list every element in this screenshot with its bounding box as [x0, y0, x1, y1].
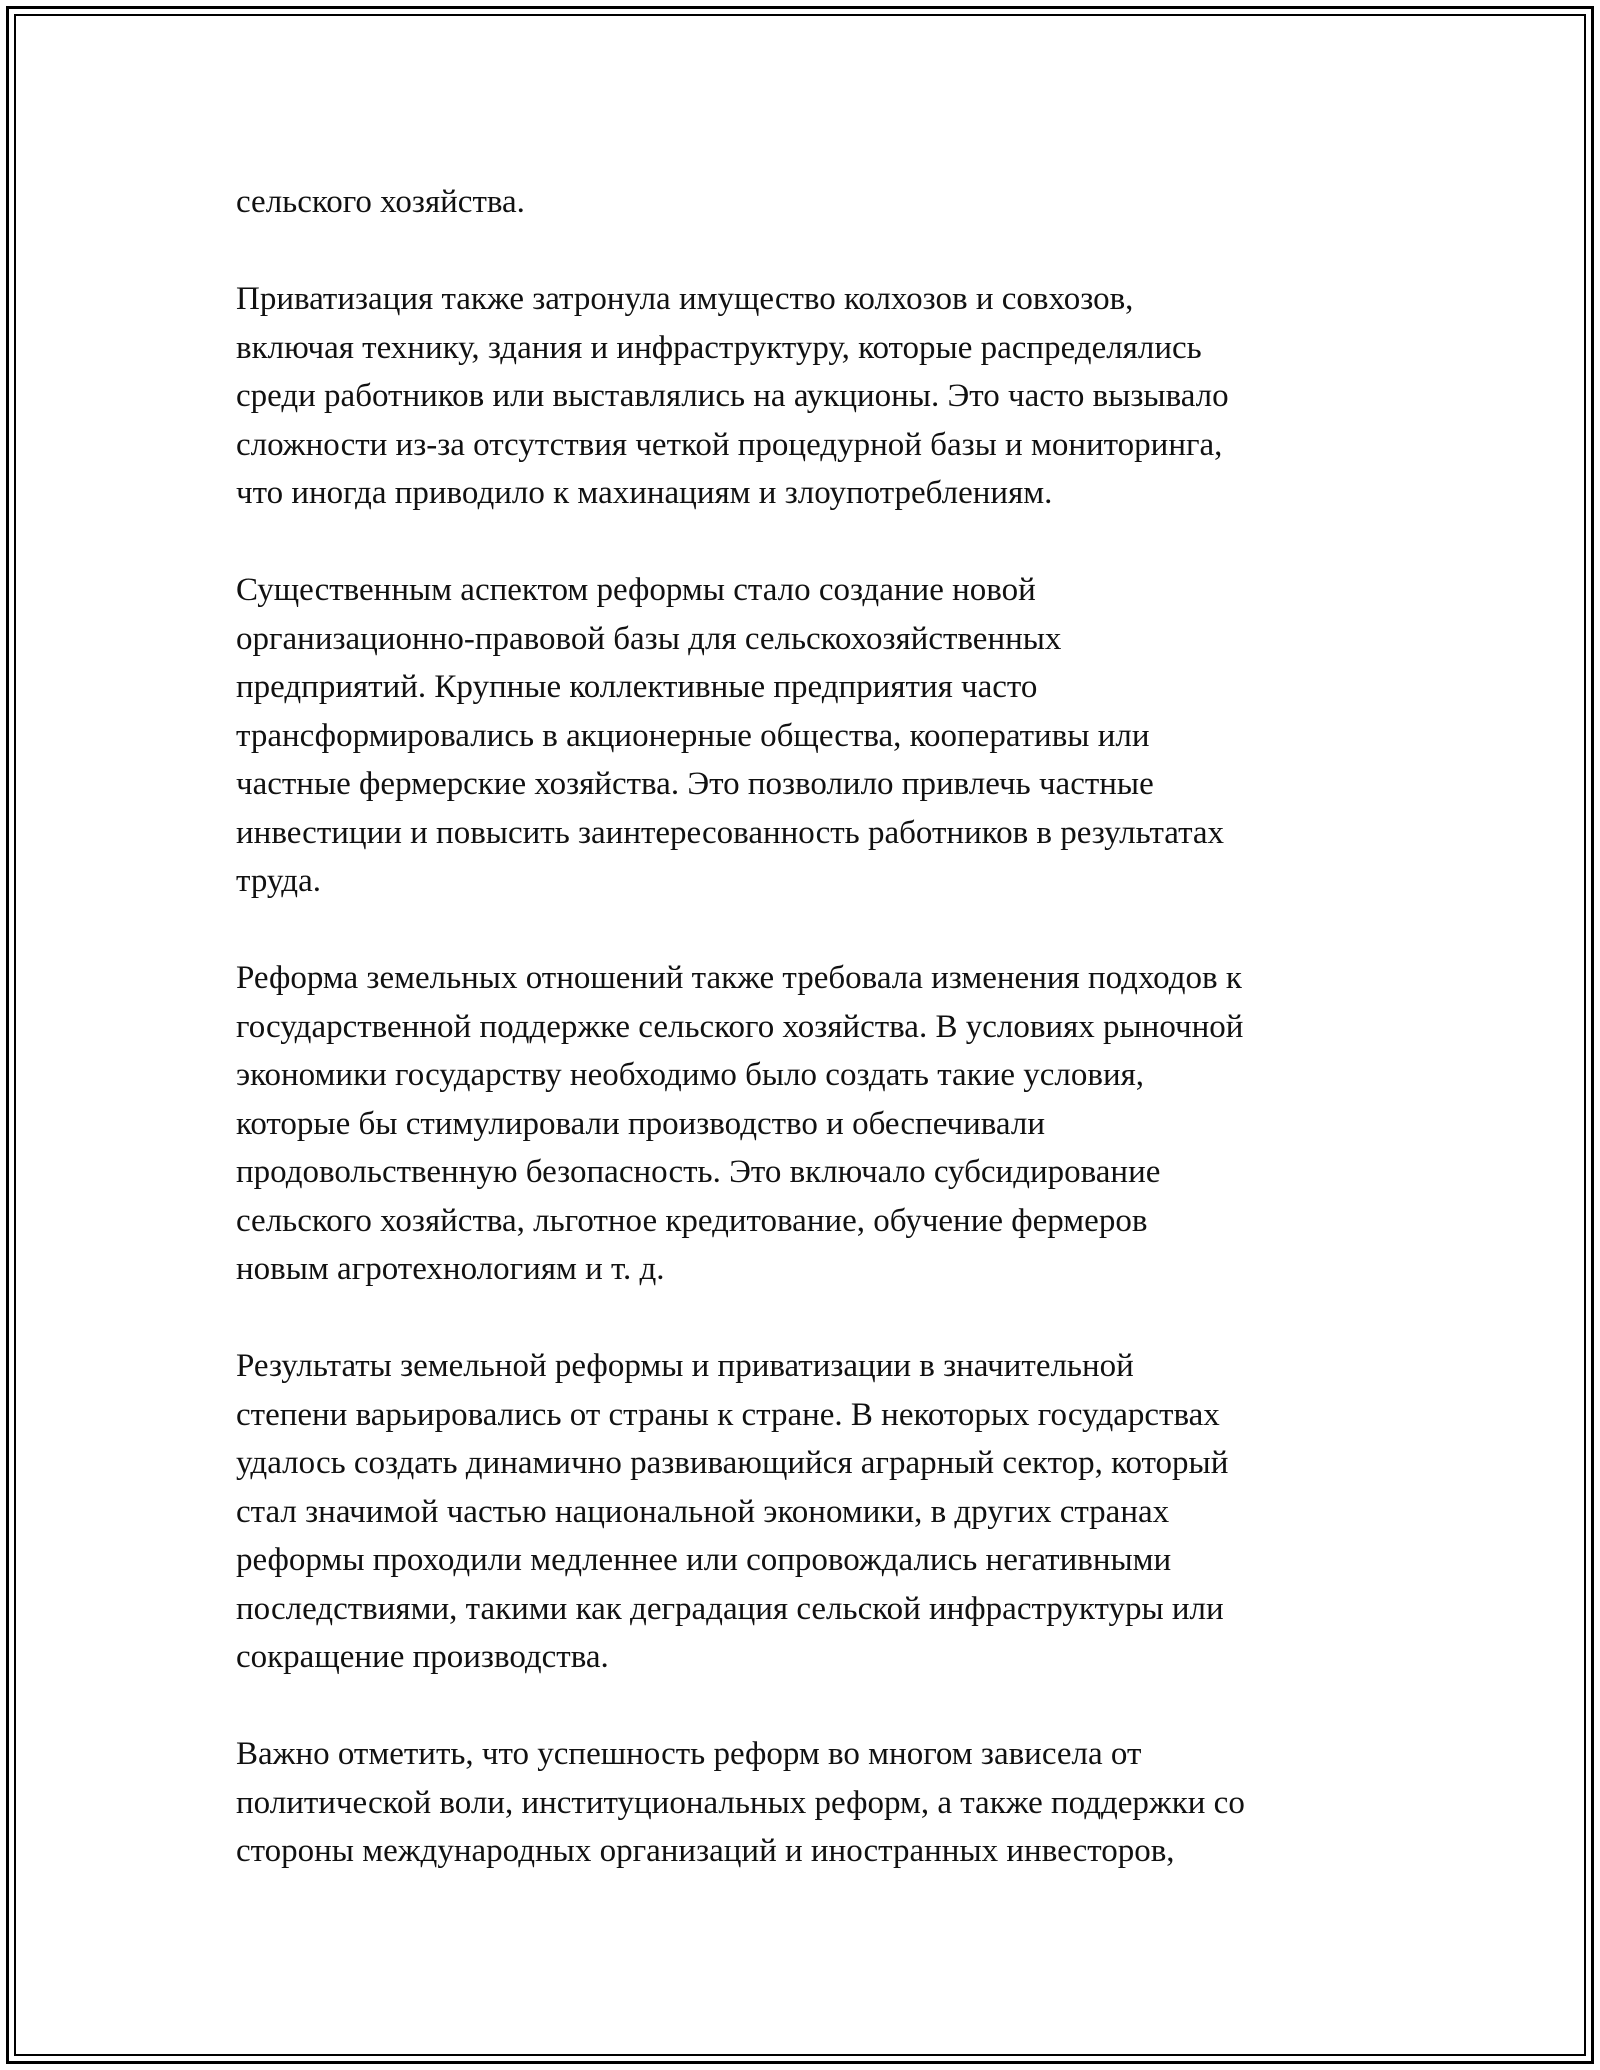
text-line: среди работников или выставлялись на аукционы. Это часто вызывало [236, 378, 1229, 414]
document-body [236, 178, 1396, 1924]
text-line: сельского хозяйства. [236, 184, 525, 220]
text-line: инвестиции и повысить заинтересованность работников в результатах [236, 814, 1225, 851]
paragraph-6 [236, 1730, 1396, 1876]
text-line: удалось создать динамично развивающийся аграрный сектор, который [236, 1445, 1229, 1481]
text-line: экономики государству необходимо было создать такие условия, [236, 1057, 1145, 1093]
text-line: сокращение производства. [236, 1639, 609, 1675]
text-line: стороны международных организаций и иностранных инвесторов, [236, 1833, 1175, 1869]
text-line: трансформировались в акционерные общества, кооперативы или [236, 717, 1150, 754]
text-line: что иногда приводило к махинациям и злоупотреблениям. [236, 475, 1053, 511]
text-line: стал значимой частью национальной экономики, в других странах [236, 1493, 1170, 1530]
text-line: государственной поддержке сельского хозяйства. В условиях рыночной [236, 1008, 1244, 1045]
text-line: Реформа земельных отношений также требовала изменения подходов к [236, 960, 1242, 996]
text-line: предприятий. Крупные коллективные предприятия часто [236, 669, 1038, 705]
text-line: реформы проходили медленнее или сопровождались негативными [236, 1542, 1172, 1578]
text-line: которые бы стимулировали производство и обеспечивали [236, 1105, 1045, 1142]
text-line: сложности из-за отсутствия четкой процедурной базы и мониторинга, [236, 426, 1223, 463]
text-line: политической воли, институциональных реформ, а также поддержки со [236, 1784, 1245, 1821]
text-line: Приватизация также затронула имущество колхозов и совхозов, [236, 281, 1134, 317]
text-line: сельского хозяйства, льготное кредитование, обучение фермеров [236, 1202, 1148, 1239]
text-line: новым агротехнологиям и т. д. [236, 1251, 665, 1287]
text-line: труда. [236, 863, 321, 899]
text-line: частные фермерские хозяйства. Это позволило привлечь частные [236, 766, 1154, 802]
paragraph-2 [236, 275, 1396, 518]
paragraph-3 [236, 566, 1396, 906]
text-line: Результаты земельной реформы и приватизации в значительной [236, 1348, 1134, 1384]
text-line: продовольственную безопасность. Это включало субсидирование [236, 1154, 1161, 1190]
text-line: Существенным аспектом реформы стало создание новой [236, 572, 1036, 608]
paragraph-5 [236, 1342, 1396, 1682]
text-line: Важно отметить, что успешность реформ во многом зависела от [236, 1736, 1142, 1772]
text-line: организационно-правовой базы для сельскохозяйственных [236, 620, 1062, 657]
text-line: степени варьировались от страны к стране. В некоторых государствах [236, 1396, 1220, 1433]
paragraph-1 [236, 178, 1396, 227]
text-line: включая технику, здания и инфраструктуру, которые распределялись [236, 329, 1202, 366]
paragraph-4 [236, 954, 1396, 1294]
text-line: последствиями, такими как деградация сельской инфраструктуры или [236, 1590, 1224, 1627]
